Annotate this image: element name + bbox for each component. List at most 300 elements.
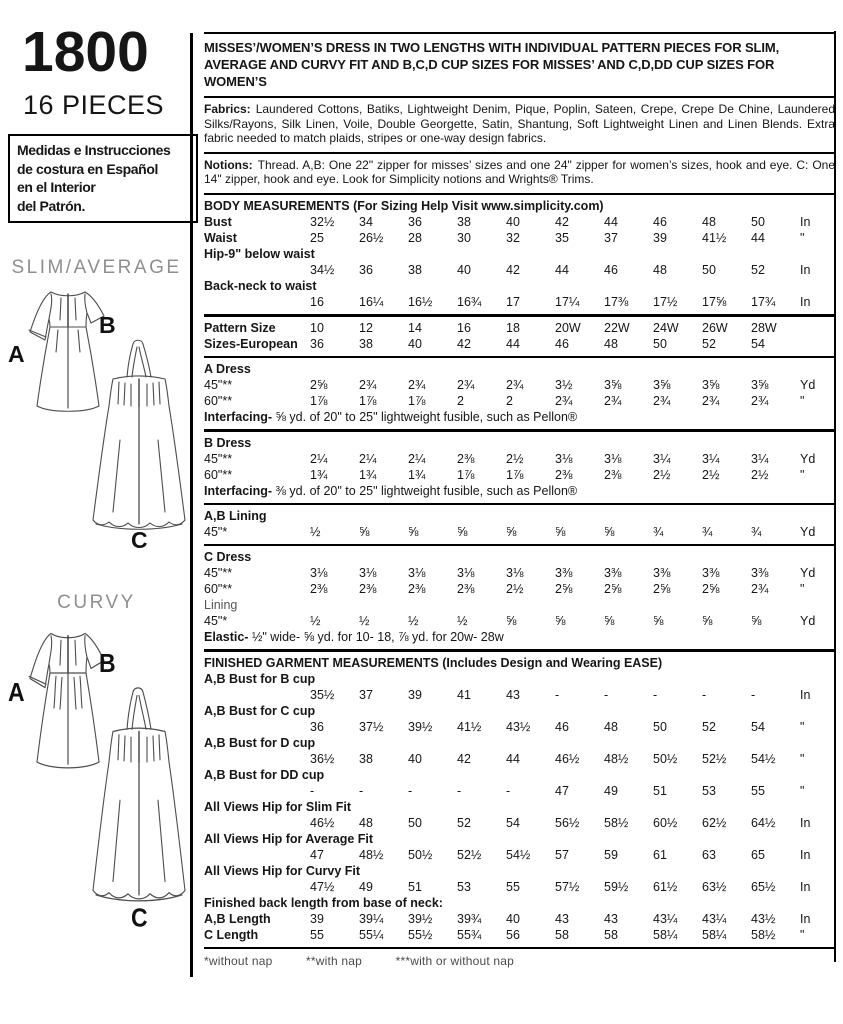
cell-value: 40	[506, 214, 520, 229]
cell-value: 2⅜	[457, 451, 475, 466]
unit-cell: "	[800, 927, 805, 942]
cell-value: 25	[310, 230, 324, 245]
cell-value: 48	[604, 336, 618, 351]
unit-cell: In	[800, 687, 811, 702]
row-label: 60"**	[204, 581, 233, 596]
cell-value: -	[506, 783, 511, 798]
cell-value: 58	[555, 927, 569, 942]
unit-cell: "	[800, 467, 805, 482]
cell-value: 53	[702, 783, 716, 798]
cell-value: ⅝	[604, 524, 615, 539]
cell-value: 35½	[310, 687, 335, 702]
cell-value: 2¼	[408, 451, 426, 466]
cell-value: 3⅛	[555, 451, 573, 466]
table-row	[204, 847, 835, 863]
cell-value: -	[751, 687, 756, 702]
cell-value: 30	[457, 230, 471, 245]
unit-cell: "	[800, 230, 805, 245]
table-row	[204, 320, 835, 336]
row-label: 60"**	[204, 467, 233, 482]
cell-value: 59½	[604, 879, 629, 894]
cell-value: 2¼	[310, 451, 328, 466]
cell-value: 50	[653, 336, 667, 351]
table-row	[204, 799, 835, 815]
footnote-item: ***with or without nap	[395, 953, 515, 968]
halter-dress-drawing	[93, 688, 185, 901]
cell-value: 59	[604, 847, 618, 862]
cell-value: 55¼	[359, 927, 384, 942]
cell-value: 17	[506, 294, 520, 309]
cell-value: 58½	[751, 927, 776, 942]
cell-value: 3⅜	[604, 565, 622, 580]
table-row	[204, 687, 835, 703]
table-row	[204, 451, 835, 467]
page-title: MISSES’/WOMEN’S DRESS IN TWO LENGTHS WITH INDIVIDUAL PATTERN PIECES FOR SLIM, AVERAGE AND CURVY FIT AND B,C,D CUP SIZES FOR MISSES’ AND C,D,DD CUP SIZES FOR WOMEN’S	[204, 32, 835, 96]
cell-value: 43¼	[653, 911, 678, 926]
cell-value: 1⅞	[457, 467, 475, 482]
cell-value: 3⅛	[457, 565, 475, 580]
cell-value: 58½	[604, 815, 629, 830]
halter-dress-drawing	[93, 340, 185, 529]
table-row	[204, 911, 835, 927]
cell-value: 17⅜	[604, 294, 629, 309]
spanish-line: de costura en Español	[17, 160, 158, 177]
cell-value: 37½	[359, 719, 384, 734]
cell-value: 39½	[408, 719, 433, 734]
right-column	[204, 32, 835, 968]
cell-value: ⅝	[653, 613, 664, 628]
cell-value: 46	[555, 336, 569, 351]
section-finished-garment	[204, 649, 835, 947]
cell-value: 46½	[555, 751, 580, 766]
cell-value: 51	[408, 879, 422, 894]
cell-value: 48	[359, 815, 373, 830]
cell-value: 2¾	[604, 393, 622, 408]
cell-value: -	[457, 783, 462, 798]
cell-value: 50	[702, 262, 716, 277]
cell-value: 47	[555, 783, 569, 798]
section-heading: B Dress	[204, 435, 252, 450]
cell-value: 43¼	[702, 911, 727, 926]
cell-value: ¾	[653, 524, 664, 539]
cell-value: 2¾	[555, 393, 573, 408]
unit-cell: "	[800, 393, 805, 408]
cell-value: 65	[751, 847, 765, 862]
cell-value: 32½	[310, 214, 335, 229]
cell-value: ½	[359, 613, 370, 628]
spanish-line: Medidas e Instrucciones	[17, 142, 171, 158]
row-label: Bust	[204, 214, 232, 229]
pieces-count: 16 PIECES	[23, 90, 165, 120]
cell-value: 38	[359, 751, 373, 766]
cell-value: ⅝	[457, 524, 468, 539]
cell-value: 2¾	[653, 393, 671, 408]
cell-value: 3¼	[702, 451, 720, 466]
cell-value: ⅝	[751, 613, 762, 628]
curvy-heading: CURVY	[57, 592, 136, 613]
section-heading: A Dress	[204, 361, 251, 376]
table-row	[204, 767, 835, 783]
row-label: 45"**	[204, 451, 233, 466]
cell-value: 2⅜	[359, 581, 377, 596]
table-row	[204, 719, 835, 735]
cell-value: 54	[751, 719, 765, 734]
cell-value: 2⅝	[310, 377, 328, 392]
cell-value: 44	[506, 751, 520, 766]
cell-value: 53	[457, 879, 471, 894]
unit-cell: "	[800, 719, 805, 734]
cell-value: 3⅛	[604, 451, 622, 466]
section-heading: FINISHED GARMENT MEASUREMENTS (Includes Design and Wearing EASE)	[204, 655, 663, 670]
cell-value: 39	[408, 687, 422, 702]
cell-value: 3⅜	[555, 565, 573, 580]
fabrics-label: Fabrics:	[204, 102, 251, 116]
row-label: 45"*	[204, 613, 228, 628]
cell-value: ¾	[702, 524, 713, 539]
cell-value: 17½	[653, 294, 678, 309]
cell-value: 2¾	[457, 377, 475, 392]
cell-value: 44	[555, 262, 569, 277]
cell-value: 61	[653, 847, 667, 862]
cell-value: 50	[408, 815, 422, 830]
cell-value: 2½	[506, 581, 524, 596]
cell-value: 12	[359, 320, 373, 335]
cell-value: 16¾	[457, 294, 482, 309]
view-b-label: B	[99, 312, 116, 338]
cell-value: 16	[457, 320, 471, 335]
cell-value: 55	[310, 927, 324, 942]
cell-value: 36½	[310, 751, 335, 766]
spanish-line: del Patrón.	[17, 197, 85, 214]
row-label: Finished back length from base of neck:	[204, 895, 443, 910]
spec-sections	[204, 193, 835, 947]
cell-value: 55	[506, 879, 520, 894]
cell-value: 24W	[653, 320, 679, 335]
row-label: A,B Bust for C cup	[204, 703, 316, 718]
view-b-label: B	[99, 649, 116, 679]
cell-value: 57	[555, 847, 569, 862]
table-row	[204, 895, 835, 911]
cell-value: 14	[408, 320, 422, 335]
cell-value: 39¼	[359, 911, 384, 926]
unit-cell: In	[800, 262, 811, 277]
cell-value: 65½	[751, 879, 776, 894]
cell-value: 49	[604, 783, 618, 798]
unit-cell: "	[800, 751, 805, 766]
unit-cell: "	[800, 581, 805, 596]
cell-value: 64½	[751, 815, 776, 830]
row-label: All Views Hip for Slim Fit	[204, 799, 352, 814]
note-text: ½" wide- ⅝ yd. for 10- 18, ⅞ yd. for 20w- 28w	[248, 629, 504, 644]
unit-cell: Yd	[800, 451, 816, 466]
cell-value: ⅝	[604, 613, 615, 628]
cell-value: ⅝	[408, 524, 419, 539]
left-column	[0, 0, 193, 1024]
cell-value: 43	[506, 687, 520, 702]
cell-value: 2½	[506, 451, 524, 466]
table-row	[204, 467, 835, 483]
table-row	[204, 262, 835, 278]
cell-value: 50½	[653, 751, 678, 766]
cell-value: 39¾	[457, 911, 482, 926]
table-row	[204, 230, 835, 246]
cell-value: ⅝	[555, 524, 566, 539]
cell-value: 56½	[555, 815, 580, 830]
cell-value: 54½	[506, 847, 531, 862]
cell-value: 48½	[359, 847, 384, 862]
unit-cell: Yd	[800, 613, 816, 628]
cell-value: 42	[506, 262, 520, 277]
unit-cell: In	[800, 879, 811, 894]
cell-value: 1¾	[359, 467, 377, 482]
table-row	[204, 294, 835, 310]
pattern-number: 1800	[22, 20, 149, 84]
cell-value: 2¾	[506, 377, 524, 392]
spanish-line: en el Interior	[17, 179, 96, 195]
cell-value: 37	[359, 687, 373, 702]
notions-text: Thread. A,B: One 22" zipper for misses’ sizes and one 24" zipper for women’s sizes, hook and eye. C: One 14" zipper, hook and eye. Look for Simplicity notions and Wrights® Trims.	[204, 157, 835, 186]
cell-value: -	[653, 687, 658, 702]
cell-value: 46	[555, 719, 569, 734]
table-row	[204, 214, 835, 230]
cell-value: 46	[653, 214, 667, 229]
cell-value: 54	[751, 336, 765, 351]
cell-value: 3⅜	[653, 565, 671, 580]
cell-value: 36	[310, 719, 324, 734]
section-heading: C Dress	[204, 549, 252, 564]
cell-value: 3⅝	[604, 377, 622, 392]
section-heading: BODY MEASUREMENTS (For Sizing Help Visit www.simplicity.com)	[204, 198, 604, 213]
row-label: A,B Length	[204, 911, 271, 926]
cell-value: 35	[555, 230, 569, 245]
unit-cell: Yd	[800, 524, 816, 539]
cell-value: 3⅛	[310, 565, 328, 580]
cell-value: 46½	[310, 815, 335, 830]
cell-value: 2¾	[751, 581, 769, 596]
cell-value: 48½	[604, 751, 629, 766]
cell-value: 2⅜	[310, 581, 328, 596]
cell-value: 60½	[653, 815, 678, 830]
cell-value: 2⅜	[604, 467, 622, 482]
cell-value: 40	[457, 262, 471, 277]
cell-value: 2⅝	[653, 581, 671, 596]
cell-value: 34½	[310, 262, 335, 277]
cell-value: 40	[408, 751, 422, 766]
cell-value: -	[408, 783, 413, 798]
cell-value: 50	[653, 719, 667, 734]
cell-value: 38	[408, 262, 422, 277]
cell-value: ⅝	[555, 613, 566, 628]
cell-value: 43½	[751, 911, 776, 926]
cell-value: ⅝	[506, 613, 517, 628]
cell-value: 1¾	[408, 467, 426, 482]
cell-value: 55½	[408, 927, 433, 942]
cell-value: ⅝	[359, 524, 370, 539]
cell-value: 3⅜	[702, 565, 720, 580]
row-label: A,B Bust for B cup	[204, 671, 316, 686]
cell-value: 43	[604, 911, 618, 926]
cell-value: 3½	[555, 377, 573, 392]
cell-value: 50½	[408, 847, 433, 862]
cell-value: 20W	[555, 320, 581, 335]
cell-value: 62½	[702, 815, 727, 830]
cell-value: 48	[702, 214, 716, 229]
note-row	[204, 409, 835, 425]
unit-cell: In	[800, 911, 811, 926]
note-label: Interfacing-	[204, 409, 273, 424]
cell-value: 51	[653, 783, 667, 798]
cell-value: 44	[751, 230, 765, 245]
cell-value: ⅝	[506, 524, 517, 539]
cell-value: 54	[506, 815, 520, 830]
cell-value: 42	[457, 336, 471, 351]
cell-value: 54½	[751, 751, 776, 766]
cell-value: -	[310, 783, 315, 798]
unit-cell: Yd	[800, 565, 816, 580]
cell-value: 52	[702, 719, 716, 734]
cell-value: ⅝	[702, 613, 713, 628]
row-label: Sizes-European	[204, 336, 298, 351]
cell-value: 17¼	[555, 294, 580, 309]
table-row	[204, 565, 835, 581]
cell-value: 1⅞	[310, 393, 328, 408]
row-label: Back-neck to waist	[204, 278, 317, 293]
row-label: 45"*	[204, 524, 228, 539]
cell-value: 48	[604, 719, 618, 734]
cell-value: 1⅞	[359, 393, 377, 408]
cell-value: 61½	[653, 879, 678, 894]
cell-value: 1¾	[310, 467, 328, 482]
cell-value: 2⅜	[555, 467, 573, 482]
cell-value: 3⅝	[702, 377, 720, 392]
cell-value: 41	[457, 687, 471, 702]
cell-value: 42	[457, 751, 471, 766]
slim-average-sketch	[0, 280, 193, 580]
cell-value: 36	[310, 336, 324, 351]
view-c-label: C	[130, 904, 148, 933]
cell-value: 42	[555, 214, 569, 229]
section-b-dress	[204, 429, 835, 503]
cell-value: 3⅛	[408, 565, 426, 580]
cell-value: 26½	[359, 230, 384, 245]
note-label: Elastic-	[204, 629, 249, 644]
unit-cell: "	[800, 783, 805, 798]
curvy-sketch	[0, 620, 193, 958]
footnote-item: **with nap	[306, 953, 363, 968]
cell-value: 41½	[457, 719, 482, 734]
table-row	[204, 703, 835, 719]
table-row	[204, 393, 835, 409]
row-label: All Views Hip for Average Fit	[204, 831, 374, 846]
table-row	[204, 783, 835, 799]
notions-label: Notions:	[204, 157, 253, 172]
cell-value: 3¼	[751, 451, 769, 466]
cell-value: 2⅝	[555, 581, 573, 596]
cell-value: ½	[408, 613, 419, 628]
row-label: A,B Bust for D cup	[204, 735, 316, 750]
note-text: ⅝ yd. of 20" to 25" lightweight fusible, such as Pellon®	[272, 409, 578, 424]
section-pattern-size	[204, 314, 835, 356]
row-label: All Views Hip for Curvy Fit	[204, 863, 361, 878]
cell-value: 2½	[702, 467, 720, 482]
notions-paragraph	[204, 152, 835, 193]
cell-value: 2½	[653, 467, 671, 482]
cell-value: ½	[457, 613, 468, 628]
cell-value: 57½	[555, 879, 580, 894]
cell-value: 47	[310, 847, 324, 862]
short-dress-drawing	[29, 292, 104, 411]
cell-value: 39	[310, 911, 324, 926]
cell-value: 37	[604, 230, 618, 245]
cell-value: 48	[653, 262, 667, 277]
cell-value: 2¾	[408, 377, 426, 392]
cell-value: 58¼	[653, 927, 678, 942]
table-row	[204, 336, 835, 352]
cell-value: 40	[506, 911, 520, 926]
cell-value: 52½	[702, 751, 727, 766]
cell-value: 38	[457, 214, 471, 229]
cell-value: 52	[457, 815, 471, 830]
table-row	[204, 524, 835, 540]
cell-value: 1⅞	[506, 467, 524, 482]
cell-value: 52½	[457, 847, 482, 862]
cell-value: 55	[751, 783, 765, 798]
footnote-item: *without nap	[204, 953, 273, 968]
table-row	[204, 278, 835, 294]
cell-value: 2	[506, 393, 513, 408]
cell-value: 2⅝	[604, 581, 622, 596]
column-divider-line	[190, 33, 193, 977]
cell-value: ½	[310, 613, 321, 628]
table-row	[204, 246, 835, 262]
row-label: 45"**	[204, 565, 233, 580]
section-heading: A,B Lining	[204, 508, 267, 523]
table-row	[204, 671, 835, 687]
section-ab-lining	[204, 503, 835, 544]
unit-cell: In	[800, 294, 811, 309]
cell-value: 2½	[751, 467, 769, 482]
row-label: A,B Bust for DD cup	[204, 767, 325, 782]
slim-average-heading: SLIM/AVERAGE	[11, 257, 182, 278]
cell-value: -	[555, 687, 560, 702]
cell-value: 16¼	[359, 294, 384, 309]
cell-value: 17⅝	[702, 294, 727, 309]
cell-value: -	[702, 687, 707, 702]
table-row	[204, 613, 835, 629]
table-row	[204, 581, 835, 597]
note-label: Interfacing-	[204, 483, 273, 498]
cell-value: 58¼	[702, 927, 727, 942]
cell-value: 58	[604, 927, 618, 942]
cell-value: -	[359, 783, 364, 798]
cell-value: ¾	[751, 524, 762, 539]
cell-value: 56	[506, 927, 520, 942]
note-row	[204, 629, 835, 645]
cell-value: 2¾	[359, 377, 377, 392]
section-a-dress	[204, 356, 835, 429]
cell-value: 2	[457, 393, 464, 408]
row-label: Hip-9" below waist	[204, 246, 315, 261]
cell-value: 16½	[408, 294, 433, 309]
table-row	[204, 597, 835, 613]
cell-value: 2¾	[751, 393, 769, 408]
view-a-label: A	[8, 341, 25, 367]
table-row	[204, 815, 835, 831]
cell-value: 16	[310, 294, 324, 309]
cell-value: 17¾	[751, 294, 776, 309]
cell-value: 63	[702, 847, 716, 862]
cell-value: 2¾	[702, 393, 720, 408]
